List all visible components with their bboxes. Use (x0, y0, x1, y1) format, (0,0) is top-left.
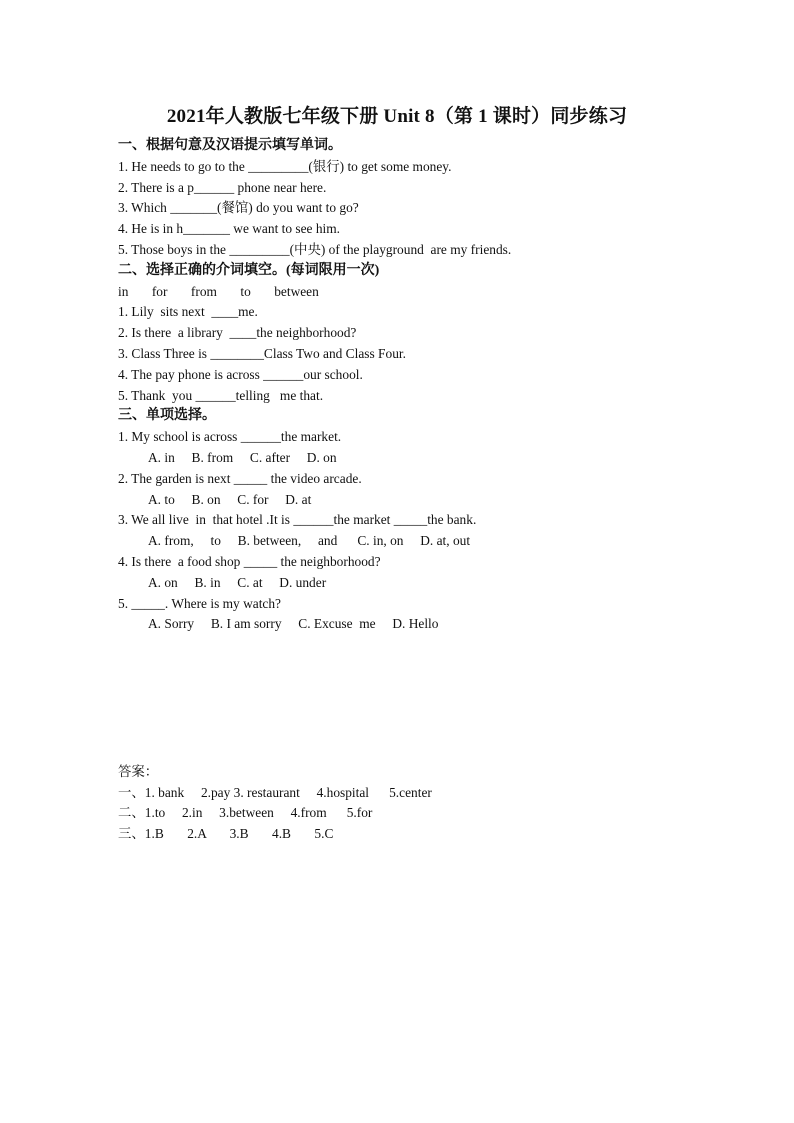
section2-item: 3. Class Three is ________Class Two and Class Four. (118, 345, 406, 361)
section3-options: A. from, to B. between, and C. in, on D. at, out (148, 533, 471, 549)
answer-key (118, 762, 718, 844)
answer-line: 二、1.to 2.in 3.between 4.from 5.for (118, 805, 373, 820)
section3-options: A. Sorry B. I am sorry C. Excuse me D. Hello (148, 616, 439, 632)
section3-question: 3. We all live in that hotel .It is ______the market _____the bank. (118, 512, 477, 528)
section1-item: 3. Which _______(餐馆) do you want to go? (118, 200, 359, 216)
section2-item: 5. Thank you ______telling me that. (118, 387, 324, 403)
answer-line: 三、1.B 2.A 3.B 4.B 5.C (118, 825, 334, 841)
section2-item: 1. Lily sits next ____me. (118, 304, 258, 320)
section3-question: 5. _____. Where is my watch? (118, 595, 282, 611)
section1-item: 2. There is a p______ phone near here. (118, 179, 327, 195)
section3-question: 1. My school is across ______the market. (118, 429, 342, 445)
section3-options: A. on B. in C. at D. under (148, 574, 327, 590)
section3-question: 4. Is there a food shop _____ the neighborhood? (118, 553, 381, 569)
exercise-body (118, 136, 718, 635)
section2-item: 4. The pay phone is across ______our school. (118, 366, 363, 382)
section2-heading: 二、选择正确的介词填空。(每词限用一次) (118, 262, 380, 278)
section3-options: A. to B. on C. for D. at (148, 491, 312, 507)
section3-question: 2. The garden is next _____ the video arcade. (118, 470, 362, 486)
worksheet-title: 2021年人教版七年级下册 Unit 8（第 1 课时）同步练习 (166, 106, 628, 127)
section3-options: A. in B. from C. after D. on (148, 449, 337, 465)
section1-item: 1. He needs to go to the _________(银行) to get some money. (118, 158, 452, 174)
section1-item: 4. He is in h_______ we want to see him. (118, 221, 341, 237)
section2-word-bank: in for from to between (118, 283, 319, 299)
answer-key-label: 答案： (118, 764, 159, 779)
section1-heading: 一、根据句意及汉语提示填写单词。 (118, 138, 342, 153)
answer-line: 一、1. bank 2.pay 3. restaurant 4.hospital 5.center (118, 784, 432, 800)
section2-item: 2. Is there a library ____the neighborhood? (118, 325, 357, 341)
section1-item: 5. Those boys in the _________(中央) of the playground are my friends. (118, 241, 512, 257)
section3-heading: 三、单项选择。 (118, 408, 216, 424)
